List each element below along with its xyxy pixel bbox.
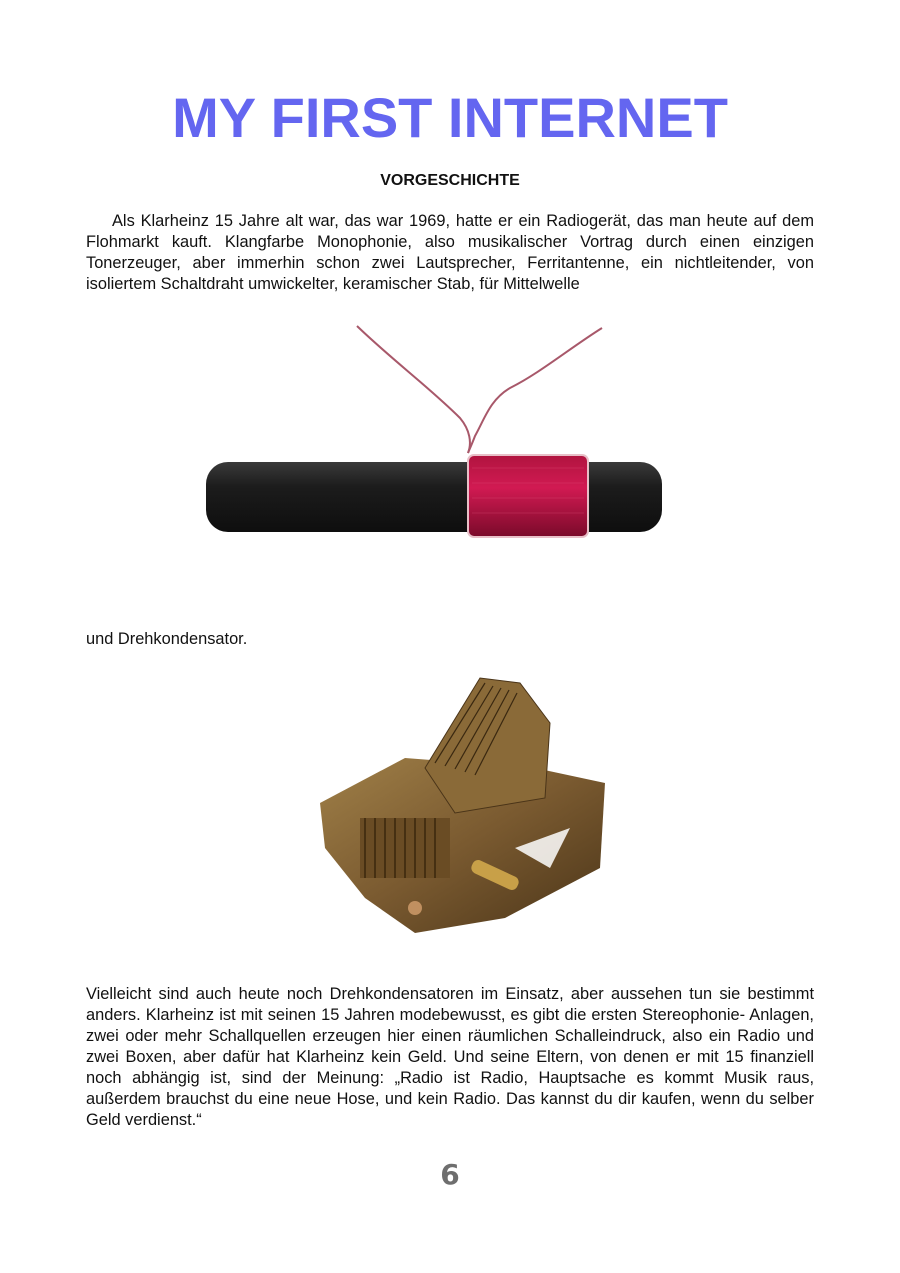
section-heading: VORGESCHICHTE: [380, 172, 520, 189]
ferrite-antenna-image: [200, 318, 680, 543]
rotor-plates: [425, 678, 550, 813]
variable-capacitor-image: [305, 668, 625, 948]
wire-right: [468, 328, 602, 453]
body-paragraph: Vielleicht sind auch heute noch Drehkondensatoren im Einsatz, aber aussehen tun sie bestimmt anders. Klarheinz ist mit seinen 15 Jahren modebewusst, es gibt die ersten Stereophonie- Anlagen, zwei oder mehr Schallquellen erzeugen hier einen räumlichen Schalleindruck, also ein Radio und zwei Boxen, aber dafür hat Klarheinz kein Geld. Und seine Eltern, von denen er mit 15 finanziell noch abhängig ist, sind der Meinung: „Radio ist Radio, Hauptsache es kommt Musik raus, außerdem brauchst du eine neue Hose, und kein Radio. Das kannst du dir kaufen, wenn du selber Geld verdienst.“: [86, 985, 814, 1129]
wire-left: [357, 326, 470, 453]
page-number: 6: [440, 1158, 460, 1191]
variable-capacitor-illustration: [305, 668, 625, 948]
capacitor-caption: und Drehkondensator.: [86, 630, 248, 648]
ferrite-antenna-illustration: [200, 318, 680, 543]
copper-coil: [468, 455, 588, 537]
page-title: MY FIRST INTERNET: [172, 86, 728, 149]
ferrite-rod: [206, 462, 662, 532]
intro-paragraph: Als Klarheinz 15 Jahre alt war, das war 1969, hatte er ein Radiogerät, das man heute auf dem Flohmarkt kauft. Klangfarbe Monophonie, also musikalischer Vortrag durch einen einzigen Tonerzeuger, aber immerhin schon zwei Lautsprecher, Ferritantenne, ein nichtleitender, von isoliertem Schaltdraht umwickelter, keramischer Stab, für Mittelwelle: [86, 212, 814, 293]
